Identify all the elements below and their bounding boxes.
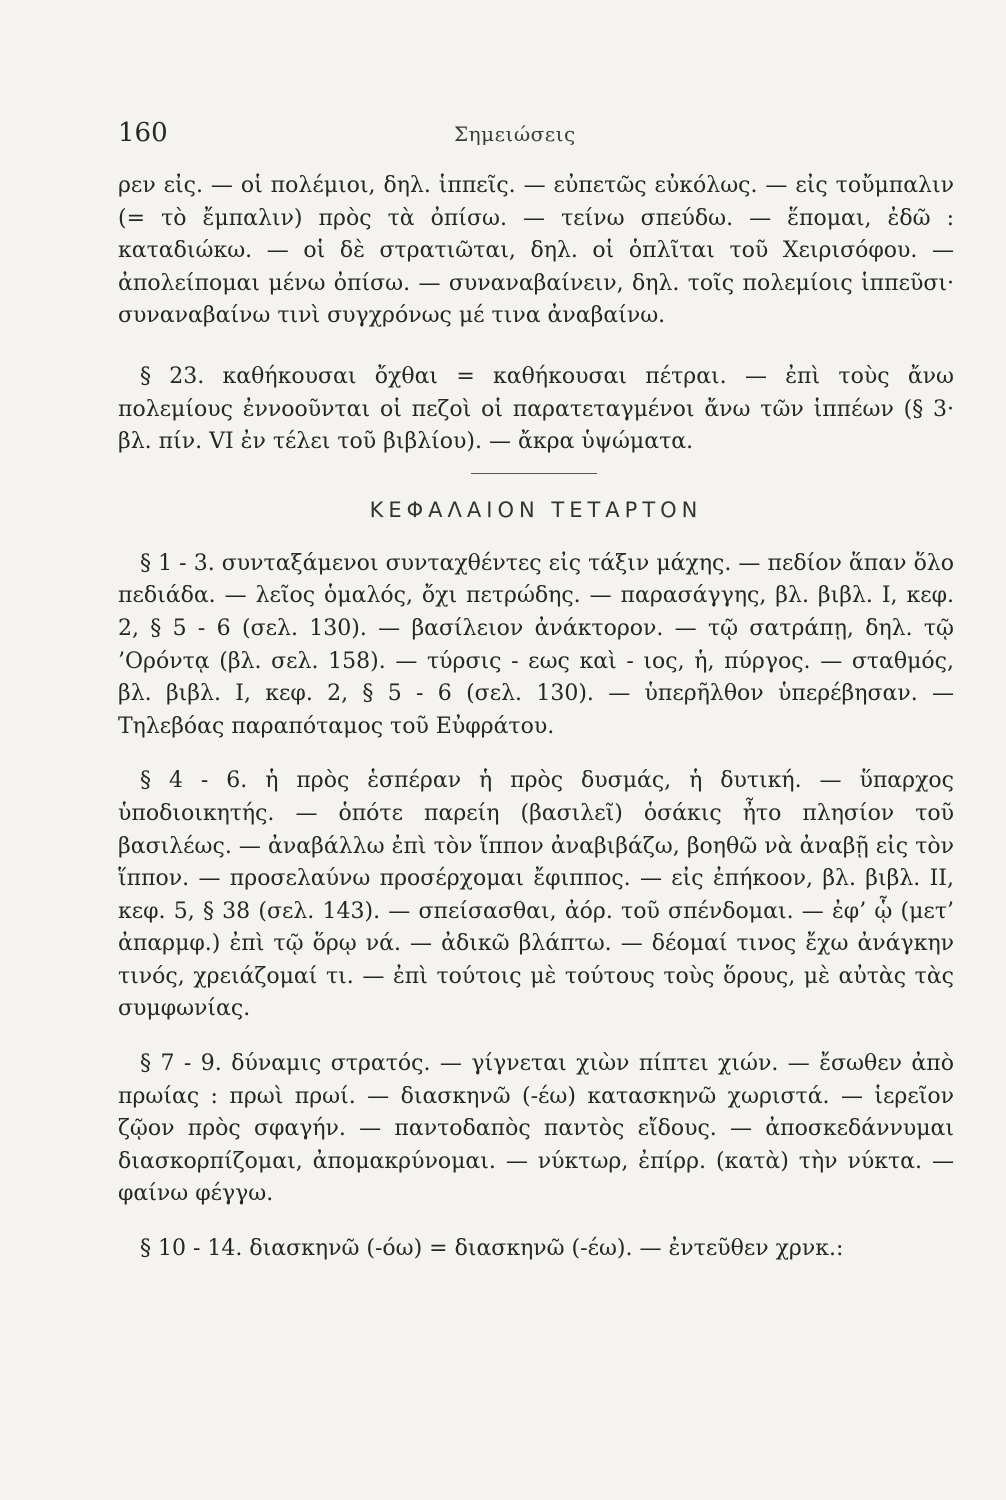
chapter-paragraph-4: § 10 - 14. διασκηνῶ (-όω) = διασκηνῶ (-έω). — ἐντεῦθεν χρνκ.: <box>140 1236 844 1262</box>
page-body <box>118 170 954 1266</box>
chapter-paragraph-1: § 1 - 3. συνταξάμενοι συνταχθέντες εἰς τάξιν μάχης. — πεδίον ἅπαν ὅλο πεδιάδα. — λεῖος ὁμαλός, ὄχι πετρώδης. — παρασάγγης, βλ. βιβλ. I, κεφ. 2, § 5 - 6 (σελ. 130). — βασίλειον ἀνάκτορον. — τῷ σατράπῃ, δηλ. τῷ ’Ορόντᾳ (βλ. σελ. 158). — τύρσις - εως καὶ - ιος, ἡ, πύργος. — σταθμός, βλ. βιβλ. I, κεφ. 2, § 5 - 6 (σελ. 130). — ὑπερῆλθον ὑπερέβησαν. — Τηλεβόας παραπόταμος τοῦ Εὐφράτου. <box>118 550 954 739</box>
note-paragraph-2: § 23. καθήκουσαι ὄχθαι = καθήκουσαι πέτραι. — ἐπὶ τοὺς ἄνω πολεμίους ἐννοοῦνται οἱ πεζοὶ οἱ παρατεταγμένοι ἄνω τῶν ἱππέων (§ 3· βλ. πίν. VI ἐν τέλει τοῦ βιβλίου). — ἄκρα ὑψώματα. <box>118 363 954 455</box>
running-title: Σημειώσεις <box>454 122 576 146</box>
chapter-title: ΚΕΦΑΛΑΙΟΝ ΤΕΤΑΡΤΟΝ <box>369 497 703 522</box>
page-header <box>118 118 958 158</box>
page-number: 160 <box>118 118 168 148</box>
chapter-paragraph-2: § 4 - 6. ἡ πρὸς ἑσπέραν ἡ πρὸς δυσμάς, ἡ δυτική. — ὕπαρχος ὑποδιοικητής. — ὁπότε παρείη (βασιλεῖ) ὁσάκις ἦτο πλησίον τοῦ βασιλέως. — ἀναβάλλω ἐπὶ τὸν ἵππον ἀναβιβάζω, βοηθῶ νὰ ἀναβῇ εἰς τὸν ἵππον. — προσελαύνω προσέρχομαι ἔφιππος. — εἰς ἐπήκοον, βλ. βιβλ. II, κεφ. 5, § 38 (σελ. 143). — σπείσασθαι, ἀόρ. τοῦ σπένδομαι. — ἐφ’ ᾧ (μετ’ ἀπαρμφ.) ἐπὶ τῷ ὅρῳ νά. — ἀδικῶ βλάπτω. — δέομαί τινος ἔχω ἀνάγκην τινός, χρειάζομαί τι. — ἐπὶ τούτοις μὲ τούτους τοὺς ὅρους, μὲ αὐτὰς τὰς συμφωνίας. <box>118 768 954 1022</box>
chapter-paragraph-3: § 7 - 9. δύναμις στρατός. — γίγνεται χιὼν πίπτει χιών. — ἔσωθεν ἀπὸ πρωίας : πρωὶ πρωί. — διασκηνῶ (-έω) κατασκηνῶ χωριστά. — ἱερεῖον ζῷον πρὸς σφαγήν. — παντοδαπὸς παντὸς εἴδους. — ἀποσκεδάννυμαι διασκορπίζομαι, ἀπομακρύνομαι. — νύκτωρ, ἐπίρρ. (κατὰ) τὴν νύκτα. — φαίνω φέγγω. <box>118 1051 954 1207</box>
note-paragraph-1: ρεν εἰς. — οἱ πολέμιοι, δηλ. ἱππεῖς. — εὐπετῶς εὐκόλως. — εἰς τοὔμπαλιν (= τὸ ἔμπαλιν) πρὸς τὰ ὀπίσω. — τείνω σπεύδω. — ἕπομαι, ἐδῶ : καταδιώκω. — οἱ δὲ στρατιῶται, δηλ. οἱ ὁπλῖται τοῦ Χειρισόφου. — ἀπολείπομαι μένω ὀπίσω. — συναναβαίνειν, δηλ. τοῖς πολεμίοις ἱππεῦσι· συναναβαίνω τινὶ συγχρόνως μέ τινα ἀναβαίνω. <box>118 173 954 329</box>
section-divider <box>471 473 597 474</box>
